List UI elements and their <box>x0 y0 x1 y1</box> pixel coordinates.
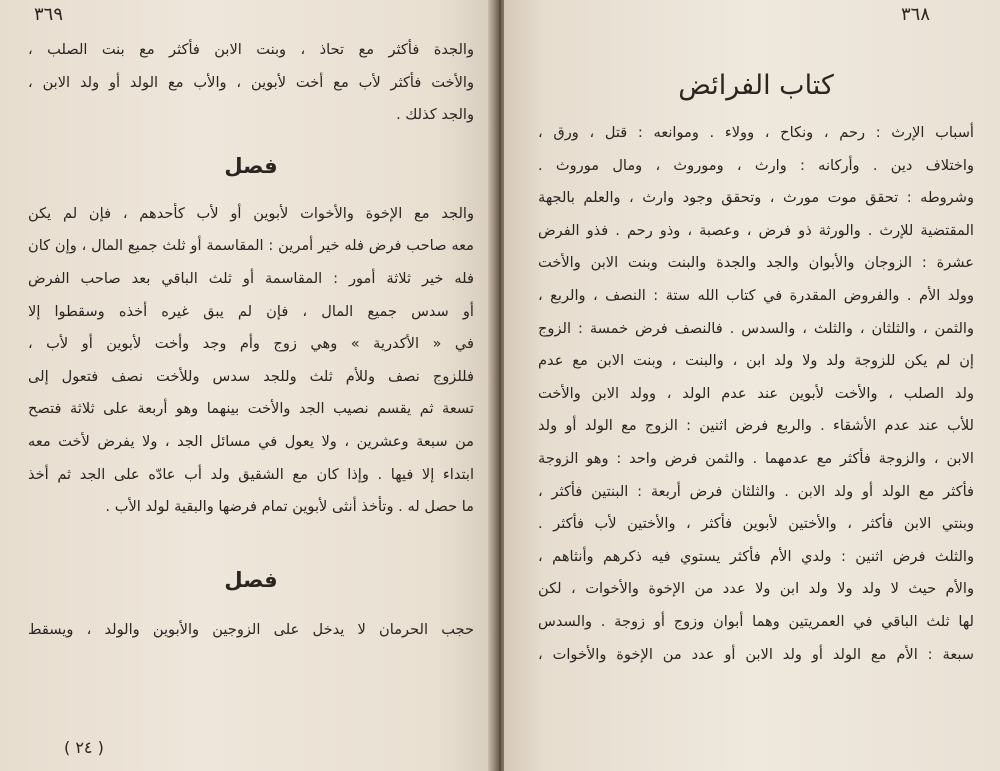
page-number: ٣٦٨ <box>900 4 930 25</box>
text-line: معه صاحب فرض فله خير أمرين : المقاسمة أو ثلث جميع المال ، وإن كان <box>28 237 474 255</box>
text-line: ما حصل له . وتأخذ أنثى لأبوين تمام فرضها والبقية لولد الأب . <box>105 498 474 516</box>
section-paragraph <box>28 614 474 647</box>
text-line: للأب عند عدم الأشقاء . والربع فرض اثنين : الزوج مع الولد أو ولد <box>538 417 974 435</box>
text-line: المقتضية للإرث . والورثة ذو فرض ، وعصبة ، وذو رحم . فذو الفرض <box>538 221 974 239</box>
text-line: وشروطه : تحقق موت مورث ، وتحقق وجود وارث ، والعلم بالجهة <box>538 189 974 207</box>
text-line: والأم حيث لا ولد ولا ولد ابن ولا عدد من الإخوة والأخوات ، لكن <box>538 580 974 598</box>
text-line: ابتداء إلا فيها . وإذا كان مع الشقيق ولد أب عادّه على الجد ثم أخذ <box>28 465 474 483</box>
text-line: أسباب الإرث : رحم ، ونكاح ، وولاء . وموانعه : قتل ، ورق ، <box>538 124 974 141</box>
text-line: إن لم يكن للزوجة ولد ولا ولد ابن ، والبنت ، وبنت الابن مع عدم <box>538 352 974 370</box>
section-title: فصل <box>224 567 278 592</box>
text-line: ولد الصلب ، والأخت لأبوين عند عدم الولد ، وولد الابن والأخت <box>538 384 974 402</box>
section-paragraph <box>28 198 474 524</box>
left-top-paragraph <box>28 34 474 132</box>
text-line: عشرة : الزوجان والأبوان والجد والجدة والبنت وبنت الابن والأخت <box>538 254 974 272</box>
text-line: في « الأكدرية » وهي زوج وأم وجد وأخت لأبوين أو لأب ، <box>28 335 474 353</box>
text-line: أو سدس جميع المال ، فإن لم يبق غيره أخذه وسقطوا إلا <box>28 302 474 320</box>
text-line: والجد كذلك . <box>396 106 474 124</box>
text-line: والجد مع الإخوة والأخوات لأبوين أو لأب كأحدهم ، فإن لم يكن <box>28 204 474 222</box>
text-line: حجب الحرمان لا يدخل على الزوجين والأبوين والولد ، ويسقط <box>28 620 474 638</box>
text-line: فأكثر مع الولد أو ولد الابن . والثلثان فرض أربعة : البنتين فأكثر ، <box>538 482 974 500</box>
text-line: الابن ، والزوجة فأكثر مع عدمهما . والثمن فرض واحد : وهو الزوجة <box>538 449 974 467</box>
text-line: وبنتي الابن فأكثر ، والأختين لأبوين فأكثر ، والأختين لأب فأكثر . <box>538 515 974 533</box>
text-line: واختلاف دين . وأركانه : وارث ، وموروث ، ومال موروث . <box>538 156 974 174</box>
footer-mark: ( ٢٤ ) <box>64 738 104 757</box>
text-line: والثلث فرض اثنين : ولدي الأم فأكثر يستوي فيه ذكرهم وأنثاهم ، <box>538 547 974 565</box>
left-page <box>0 0 496 771</box>
text-line: والثمن ، والثلثان ، والثلث ، والسدس . فالنصف فرض خمسة : الزوج <box>538 319 974 337</box>
text-line: سبعة : الأم مع الولد أو ولد الابن أو عدد من الإخوة والأخوات ، <box>538 645 974 663</box>
chapter-title: كتاب الفرائض <box>678 70 834 101</box>
text-line: فله خير ثلاثة أمور : المقاسمة أو ثلث الباقي بعد صاحب الفرض <box>28 269 474 287</box>
text-line: وولد الأم . والفروض المقدرة في كتاب الله ستة : النصف ، والربع ، <box>538 286 974 304</box>
text-line: والجدة فأكثر مع تحاذ ، وبنت الابن فأكثر مع بنت الصلب ، <box>28 41 474 58</box>
text-line: فللزوج نصف وللأم ثلث وللجد سدس وللأخت نصف فتعول إلى <box>28 367 474 385</box>
page-number: ٣٦٩ <box>34 4 64 25</box>
text-line: لها ثلث الباقي في العمريتين وهما أبوان وزوج أو زوجة . والسدس <box>538 612 974 630</box>
section-title: فصل <box>224 153 278 178</box>
text-line: تسعة ثم يقسم نصيب الجد والأخت بينهما وهو أربعة على ثلاثة فتصح <box>28 400 474 418</box>
chapter-paragraph <box>538 117 974 671</box>
right-page <box>504 0 1000 771</box>
text-line: والأخت فأكثر لأب مع أخت لأبوين ، والأب مع الولد أو ولد الابن ، <box>28 73 474 91</box>
text-line: من سبعة وعشرين ، ولا يعول في مسائل الجد ، ولا يفرض لأخت معه <box>28 432 474 450</box>
